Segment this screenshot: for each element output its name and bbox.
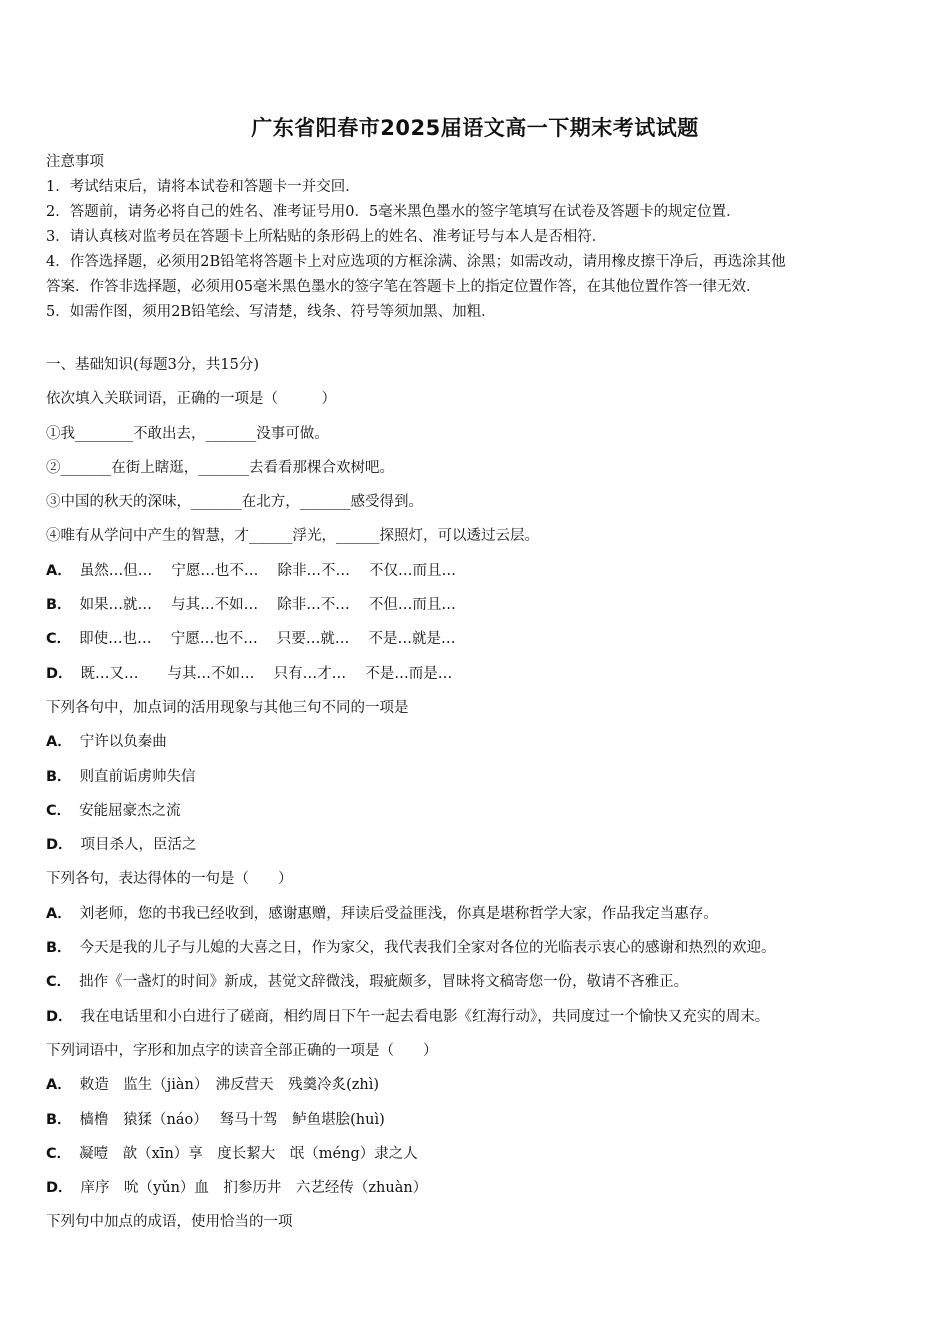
- question-stem: ③中国的秋天的深味，_______在北方，_______感受得到。: [46, 494, 423, 511]
- option-label: D．: [46, 1008, 73, 1025]
- option-label: B．: [46, 597, 72, 614]
- answer-option: [46, 554, 916, 588]
- question-stem: 下列各句中，加点词的活用现象与其他三句不同的一项是: [46, 699, 409, 716]
- answer-option: [46, 760, 916, 794]
- option-label: C．: [46, 974, 72, 991]
- answer-option: [46, 794, 916, 828]
- option-label: B．: [46, 768, 72, 785]
- option-text: 刘老师，您的书我已经收到，感谢惠赠，拜读后受益匪浅，你真是堪称哲学大家，作品我定当惠存。: [79, 905, 718, 922]
- option-label: D．: [46, 665, 73, 682]
- answer-option: [46, 828, 916, 862]
- option-label: A．: [46, 905, 72, 922]
- question-stem: ①我________不敢出去，_______没事可做。: [46, 425, 329, 442]
- option-text: 宁许以负秦曲: [79, 734, 167, 751]
- option-label: D．: [46, 1180, 73, 1197]
- option-text: 樯橹 猿猱（náo） 驽马十驾 鲈鱼堪脍(huì): [79, 1111, 385, 1128]
- answer-option: [46, 622, 916, 656]
- option-text: 拙作《一盏灯的时间》新成，甚觉文辞微浅，瑕疵颇多，冒昧将文稿寄您一份，敬请不吝雅正。: [79, 974, 689, 991]
- option-text: 如果…就… 与其…不如… 除非…不… 不但…而且…: [79, 597, 456, 614]
- answer-option: [46, 1000, 916, 1034]
- option-label: D．: [46, 837, 73, 854]
- notes-line: 答案．作答非选择题，必须用05毫米黑色墨水的签字笔在答题卡上的指定位置作答，在其他位置作答一律无效．: [46, 279, 761, 295]
- section-heading: 一、基础知识(每题3分，共15分): [46, 357, 259, 373]
- option-label: A．: [46, 1077, 72, 1094]
- answer-option: [46, 725, 916, 759]
- answer-option: [46, 931, 916, 965]
- question-stem: 下列词语中，字形和加点字的读音全部正确的一项是（ ）: [46, 1042, 438, 1059]
- answer-option: [46, 897, 916, 931]
- answer-option: [46, 1171, 916, 1205]
- page-title: 广东省阳春市2025届语文高一下期末考试试题: [251, 116, 699, 140]
- option-text: 庠序 吮（yǔn）血 扪参历井 六艺经传（zhuàn）: [80, 1180, 428, 1197]
- answer-option: [46, 1103, 916, 1137]
- answer-option: [46, 1068, 916, 1102]
- option-text: 敕造 监生（jiàn） 沸反营天 残羹冷炙(zhì): [79, 1077, 380, 1094]
- option-label: B．: [46, 1111, 72, 1128]
- question-stem: 下列句中加点的成语，使用恰当的一项: [46, 1214, 293, 1231]
- notes-section: [46, 150, 916, 325]
- option-text: 安能屈豪杰之流: [79, 802, 181, 819]
- option-text: 虽然…但… 宁愿…也不… 除非…不… 不仅…而且…: [79, 562, 457, 579]
- option-label: A．: [46, 562, 72, 579]
- notes-line: 5．如需作图，须用2B铅笔绘、写清楚，线条、符号等须加黑、加粗．: [46, 304, 496, 320]
- notes-line: 3．请认真核对监考员在答题卡上所粘贴的条形码上的姓名、准考证号与本人是否相符．: [46, 229, 607, 245]
- question-stem: 下列各句，表达得体的一句是（ ）: [46, 871, 293, 888]
- answer-option: [46, 1137, 916, 1171]
- option-text: 我在电话里和小白进行了磋商，相约周日下午一起去看电影《红海行动》，共同度过一个愉快又充实的周末。: [80, 1008, 770, 1025]
- option-label: C．: [46, 802, 72, 819]
- option-label: C．: [46, 1145, 72, 1162]
- answer-option: [46, 965, 916, 999]
- answer-option: [46, 588, 916, 622]
- answer-option: [46, 657, 916, 691]
- option-text: 项目杀人，臣活之: [80, 837, 197, 854]
- question-stem: 依次填入关联词语，正确的一项是（ ）: [46, 391, 336, 408]
- notes-line: 4．作答选择题，必须用2B铅笔将答题卡上对应选项的方框涂满、涂黑；如需改动，请用橡皮擦干净后，再选涂其他: [46, 254, 786, 270]
- basic-knowledge-section: [46, 348, 916, 1240]
- option-text: 即使…也… 宁愿…也不… 只要…就… 不是…就是…: [79, 631, 456, 648]
- notes-line: 1．考试结束后，请将本试卷和答题卡一并交回．: [46, 179, 360, 195]
- option-text: 今天是我的儿子与儿媳的大喜之日，作为家父，我代表我们全家对各位的光临表示衷心的感谢和热烈的欢迎。: [79, 940, 776, 957]
- option-text: 则直前诟虏帅失信: [79, 768, 196, 785]
- option-label: B．: [46, 940, 72, 957]
- notes-line: 2．答题前，请务必将自己的姓名、准考证号用0．5毫米黑色墨水的签字笔填写在试卷及答题卡的规定位置．: [46, 204, 741, 220]
- question-list: [46, 382, 916, 1239]
- question-stem: ②_______在街上瞎逛，_______去看看那棵合欢树吧。: [46, 459, 394, 476]
- option-text: 既…又… 与其…不如… 只有…才… 不是…而是…: [80, 665, 453, 682]
- option-text: 凝噎 歆（xīn）享 度长絜大 氓（méng）隶之人: [79, 1145, 418, 1162]
- option-label: C．: [46, 631, 72, 648]
- notes-heading: 注意事项: [46, 154, 104, 170]
- question-stem: ④唯有从学问中产生的智慧，才______浮光，______探照灯，可以透过云层。: [46, 528, 539, 545]
- option-label: A．: [46, 734, 72, 751]
